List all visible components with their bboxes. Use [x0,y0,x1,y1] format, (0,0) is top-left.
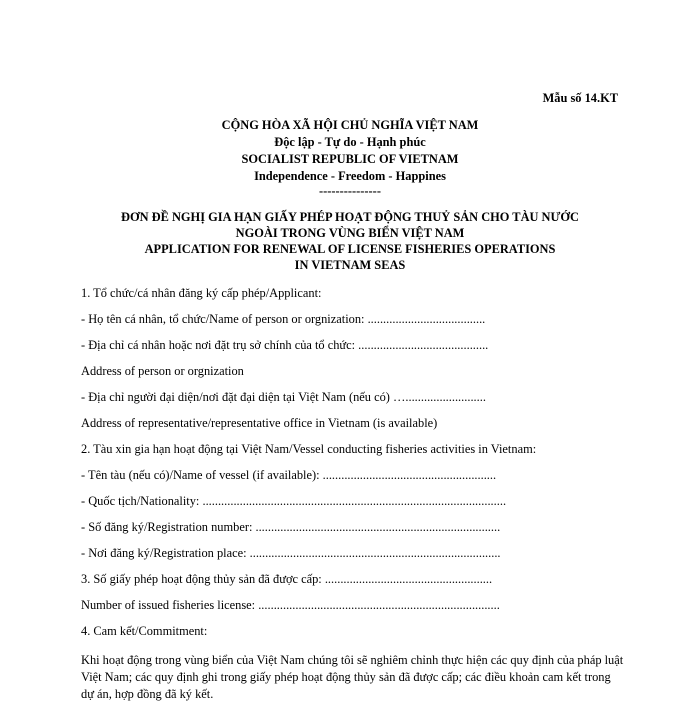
title-line-1: ĐƠN ĐỀ NGHỊ GIA HẠN GIẤY PHÉP HOẠT ĐỘNG THUỶ SẢN CHO TÀU NƯỚC [121,210,579,224]
applicant-address-field: - Địa chỉ cá nhân hoặc nơi đặt trụ sở chính của tổ chức: .......................................... [81,338,489,352]
section-vessel: 2. Tàu xin gia hạn hoạt động tại Việt Nam/Vessel conducting fisheries activities in Vietnam: [81,442,537,456]
representative-address-field: - Địa chỉ người đại diện/nơi đặt đại diện tại Việt Nam (nếu có) ….......................... [81,390,486,404]
representative-address-label-en: Address of representative/representative office in Vietnam (is available) [81,416,438,430]
commitment-paragraph: Khi hoạt động trong vùng biển của Việt Nam chúng tôi sẽ nghiêm chỉnh thực hiện các quy định của pháp luật Việt Nam; các quy định ghi trong giấy phép hoạt động thủy sản đã được cấp; các điều khoản cam kết trong dự án, hợp đồng đã ký kết. [81,653,624,701]
national-header [0,117,700,197]
nationality-field: - Quốc tịch/Nationality: .................................................................................................. [81,494,507,508]
section-commitment: 4. Cam kết/Commitment: [81,624,208,638]
license-number-label-en: Number of issued fisheries license: .............................................................................. [81,598,500,612]
license-number-field: 3. Số giấy phép hoạt động thủy sản đã được cấp: ...................................................... [81,572,493,586]
form-code: Mẫu số 14.KT [542,91,618,105]
registration-number-field: - Số đăng ký/Registration number: ............................................................................... [81,520,501,534]
title-line-4: IN VIETNAM SEAS [294,258,406,272]
motto-vi: Độc lập - Tự do - Hạnh phúc [274,135,426,149]
section-applicant: 1. Tổ chức/cá nhân đăng ký cấp phép/Applicant: [81,286,322,300]
motto-en: Independence - Freedom - Happines [254,169,446,183]
applicant-address-label-en: Address of person or orgnization [81,364,244,378]
form-body [81,284,626,703]
title-line-3: APPLICATION FOR RENEWAL OF LICENSE FISHERIES OPERATIONS [144,242,556,256]
registration-place-field: - Nơi đăng ký/Registration place: ................................................................................. [81,546,501,560]
header-separator: --------------- [319,184,381,198]
applicant-name-field: - Họ tên cá nhân, tổ chức/Name of person or orgnization: ...................................... [81,312,486,326]
country-name-en: SOCIALIST REPUBLIC OF VIETNAM [241,152,459,166]
title-line-2: NGOÀI TRONG VÙNG BIỂN VIỆT NAM [235,226,465,240]
vessel-name-field: - Tên tàu (nếu có)/Name of vessel (if available): ........................................................ [81,468,497,482]
document-title [0,209,700,273]
country-name-vi: CỘNG HÒA XÃ HỘI CHỦ NGHĨA VIỆT NAM [221,118,479,132]
